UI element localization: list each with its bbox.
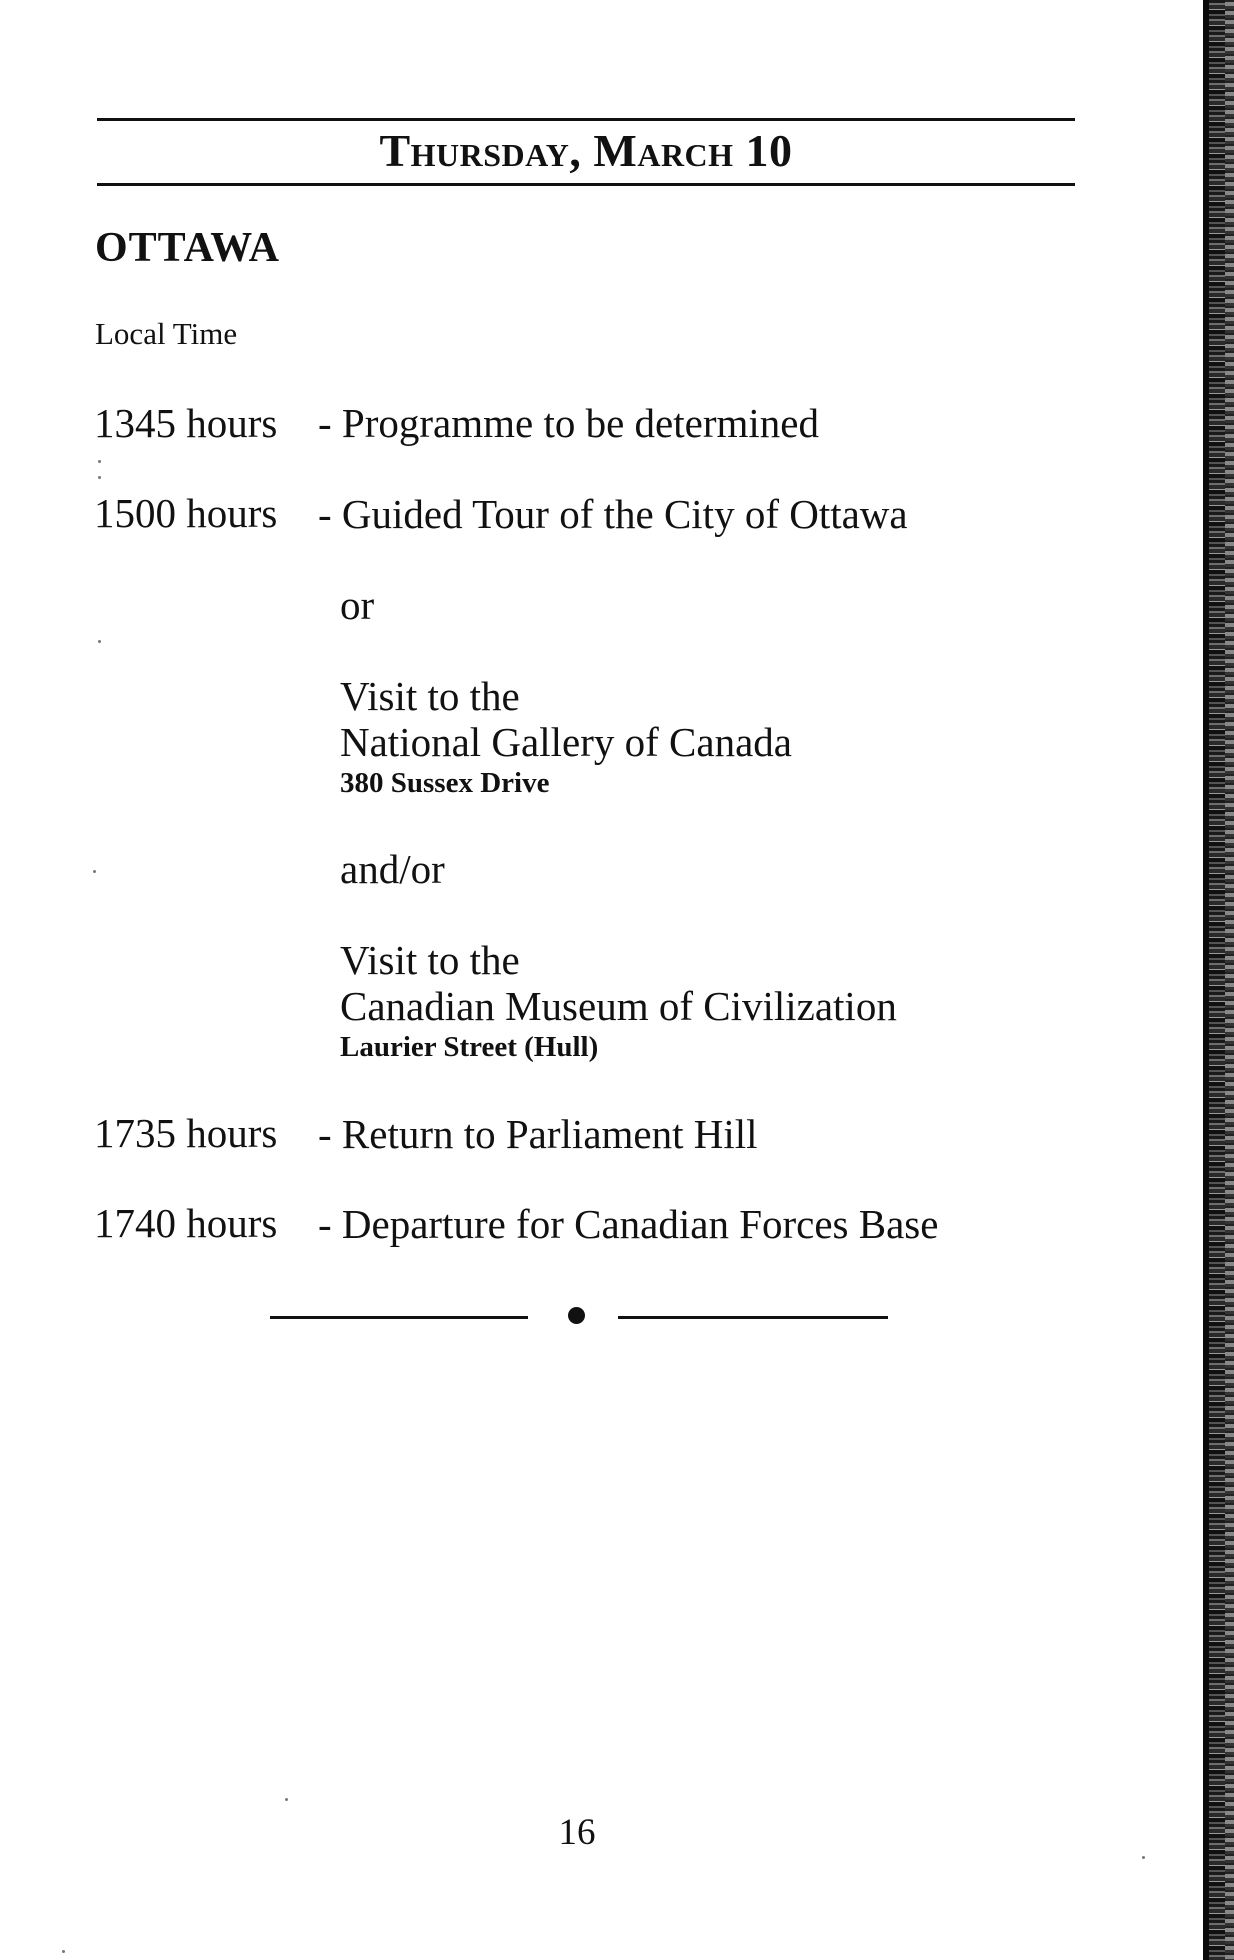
bullet-icon [568, 1307, 585, 1324]
schedule-time: 1735 hours [94, 1110, 278, 1156]
schedule-event: - Departure for Canadian Forces Base [318, 1201, 939, 1247]
section-divider-left [270, 1316, 528, 1319]
option-venue-name: Canadian Museum of Civilization [340, 983, 897, 1029]
local-time-label: Local Time [95, 316, 238, 351]
alternative-connector-and-or: and/or [340, 846, 445, 892]
alternative-connector-or: or [340, 582, 375, 628]
scan-speck [93, 870, 96, 873]
day-title: Thursday, March 10 [379, 125, 793, 176]
page-number: 16 [558, 1812, 596, 1853]
schedule-time: 1500 hours [94, 490, 278, 536]
schedule-event: - Guided Tour of the City of Ottawa [318, 491, 908, 537]
schedule-event: - Return to Parliament Hill [318, 1111, 758, 1157]
scan-speck [98, 460, 101, 463]
header-top-rule [97, 118, 1075, 121]
scan-speck [62, 1950, 65, 1953]
section-divider-right [618, 1316, 888, 1319]
scan-binding-edge [1203, 0, 1234, 1960]
option-visit-line: Visit to the [340, 673, 520, 719]
city-heading: OTTAWA [95, 225, 280, 271]
scan-speck [98, 640, 101, 643]
scan-speck [285, 1798, 288, 1801]
option-venue-name: National Gallery of Canada [340, 719, 792, 765]
option-venue-address: 380 Sussex Drive [340, 767, 550, 799]
schedule-time: 1740 hours [94, 1200, 278, 1246]
schedule-time: 1345 hours [94, 400, 278, 446]
scan-speck [98, 476, 101, 479]
scan-speck [1142, 1856, 1145, 1859]
option-venue-address: Laurier Street (Hull) [340, 1031, 599, 1063]
option-visit-line: Visit to the [340, 937, 520, 983]
header-bottom-rule [97, 183, 1075, 186]
schedule-event: - Programme to be determined [318, 400, 819, 446]
